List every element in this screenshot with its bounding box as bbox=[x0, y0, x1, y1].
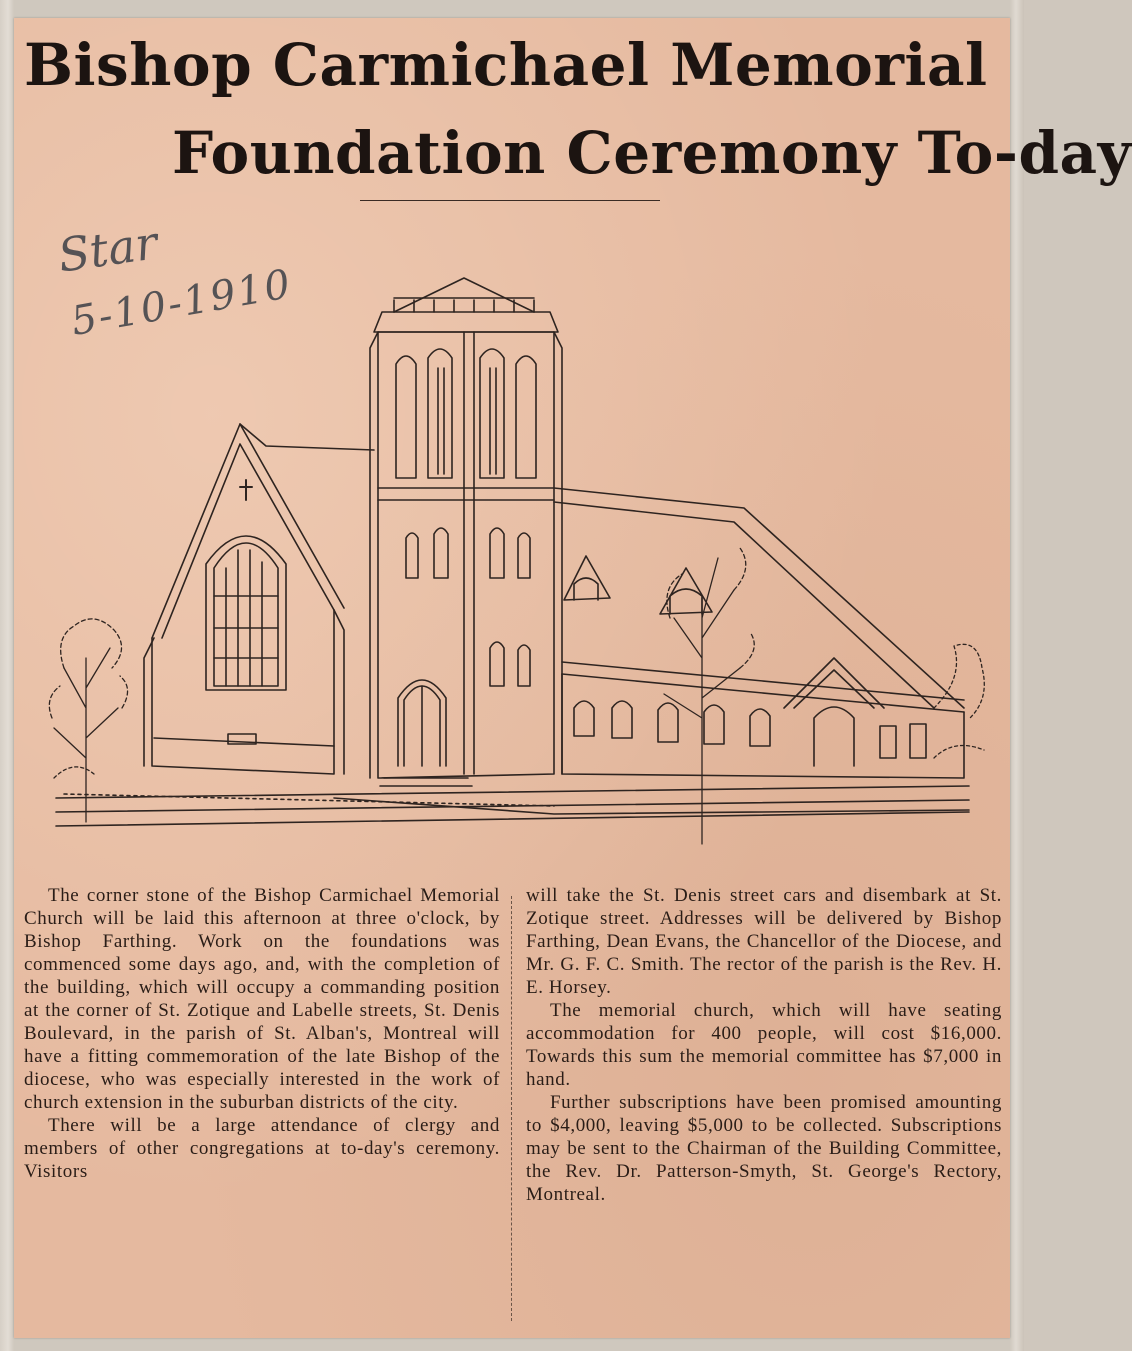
article-paragraph: The corner stone of the Bishop Carmichael Memorial Church will be laid this afternoon at three o'clock, by Bishop Farthing. Work on the foundations was commenced some days ago, and, with the completion of the building, which will occupy a commanding position at the corner of St. Zotique and Labelle streets, St. Denis Boulevard, in the parish of St. Alban's, Montreal will have a fitting commemoration of the late Bishop of the diocese, who was especially interested in the work of church extension in the suburban districts of the city. bbox=[24, 885, 500, 1113]
trees bbox=[49, 548, 984, 844]
nave-gable bbox=[144, 424, 374, 774]
headline-line-2: Foundation Ceremony To-day bbox=[172, 119, 1132, 187]
side-roof bbox=[554, 488, 964, 778]
headline-rule bbox=[360, 200, 660, 201]
tower bbox=[370, 278, 562, 786]
ground-lines bbox=[56, 786, 969, 826]
headline-line-1: Bishop Carmichael Memorial bbox=[24, 31, 988, 99]
article-paragraph: There will be a large attendance of clergy and members of other congregations at to-day's ceremony. Visitors bbox=[24, 1115, 500, 1182]
article-column-right bbox=[526, 884, 1002, 1206]
article-paragraph: The memorial church, which will have seating accommodation for 400 people, will cost $16,000. Towards this sum the memorial committee has $7,000 in hand. bbox=[526, 1000, 1002, 1090]
church-illustration bbox=[34, 238, 1004, 898]
article-paragraph: will take the St. Denis street cars and disembark at St. Zotique street. Addresses will be delivered by Bishop Farthing, Dean Evans, the Chancellor of the Diocese, and Mr. G. F. C. Smith. The rector of the parish is the Rev. H. E. Horsey. bbox=[526, 885, 1002, 998]
handwritten-source: Star bbox=[54, 215, 161, 283]
newspaper-clipping bbox=[14, 18, 1132, 1338]
column-divider bbox=[511, 896, 512, 1321]
article-column-left bbox=[24, 884, 500, 1183]
article-paragraph: Further subscriptions have been promised amounting to $4,000, leaving $5,000 to be collected. Subscriptions may be sent to the Chairman of the Building Committee, the Rev. Dr. Patterson-Smyth, St. George's Rectory, Montreal. bbox=[526, 1092, 1002, 1205]
handwritten-date: 5-10-1910 bbox=[67, 260, 296, 346]
